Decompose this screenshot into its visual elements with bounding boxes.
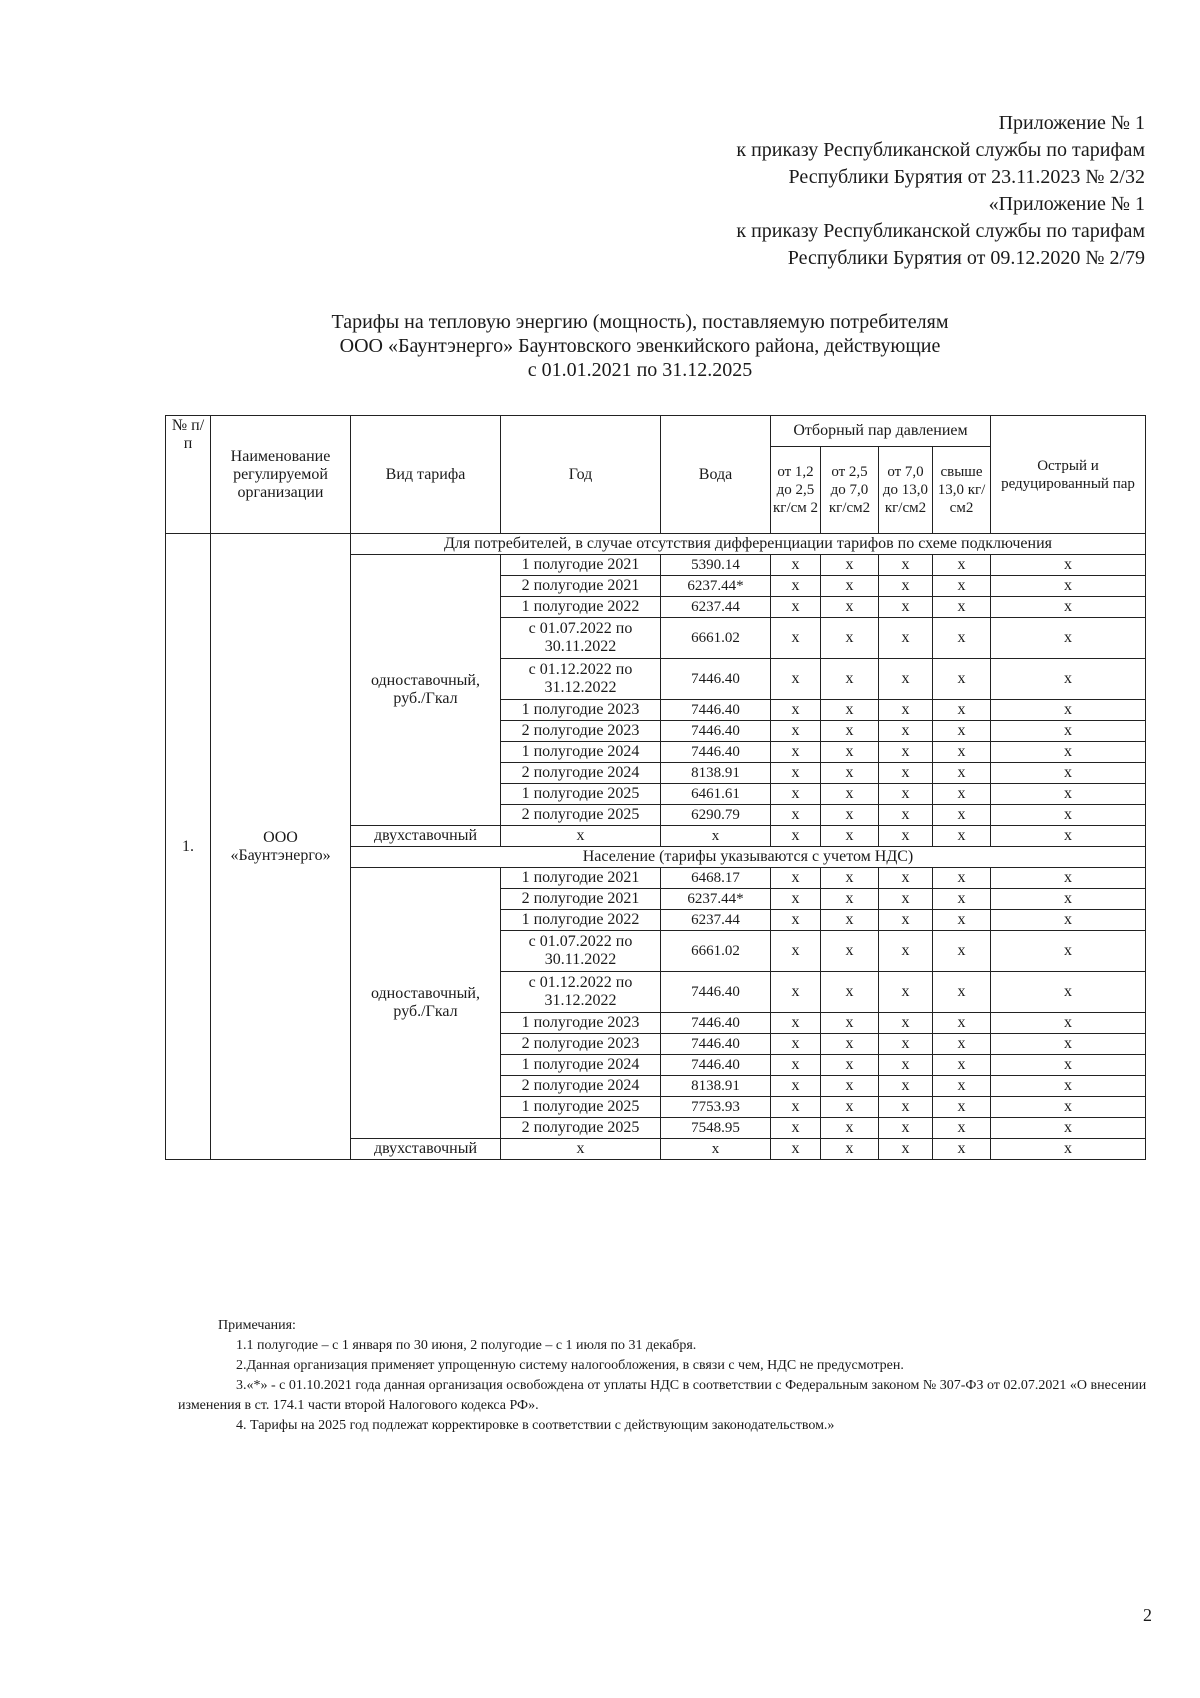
steam-value: х [879,597,933,618]
steam-value: х [879,910,933,931]
steam-value: х [933,826,991,847]
water-value: 7446.40 [661,1055,771,1076]
steam-value: х [933,931,991,972]
period-cell: х [501,1139,661,1160]
steam-value: х [771,700,821,721]
steam-value: х [821,1034,879,1055]
steam-value: х [821,972,879,1013]
tariff-type-two-rate: двухставочный [351,826,501,847]
steam-value: х [991,1139,1146,1160]
steam-value: х [821,1118,879,1139]
steam-value: х [991,700,1146,721]
steam-value: х [771,659,821,700]
period-cell: 2 полугодие 2023 [501,721,661,742]
steam-value: х [771,1055,821,1076]
steam-value: х [771,576,821,597]
steam-value: х [771,1097,821,1118]
steam-value: х [991,805,1146,826]
steam-value: х [771,826,821,847]
steam-value: х [821,931,879,972]
period-cell: 1 полугодие 2022 [501,910,661,931]
steam-value: х [821,805,879,826]
title-line: с 01.01.2021 по 31.12.2025 [527,359,753,381]
steam-value: х [771,1076,821,1097]
steam-value: х [771,597,821,618]
steam-value: х [821,700,879,721]
water-value: 6468.17 [661,868,771,889]
period-cell: с 01.12.2022 по 31.12.2022 [501,659,661,700]
steam-value: х [821,1013,879,1034]
header-num: № п/п [166,416,211,534]
water-value: 8138.91 [661,763,771,784]
steam-value: х [771,618,821,659]
steam-value: х [821,1076,879,1097]
steam-value: х [771,1013,821,1034]
steam-value: х [771,972,821,1013]
water-value: 7446.40 [661,1034,771,1055]
steam-value: х [933,721,991,742]
steam-value: х [821,826,879,847]
period-cell: 2 полугодие 2021 [501,576,661,597]
steam-value: х [771,784,821,805]
water-value: 7446.40 [661,972,771,1013]
steam-value: х [821,763,879,784]
steam-value: х [879,742,933,763]
steam-value: х [821,576,879,597]
water-value: 5390.14 [661,555,771,576]
tariff-table-body [166,534,1146,1160]
steam-value: х [991,868,1146,889]
period-cell: 1 полугодие 2025 [501,1097,661,1118]
steam-value: х [933,700,991,721]
steam-value: х [933,1076,991,1097]
water-value: 6461.61 [661,784,771,805]
water-value: 7446.40 [661,1013,771,1034]
steam-value: х [771,805,821,826]
steam-value: х [933,597,991,618]
header-steam-1: от 1,2 до 2,5 кг/см 2 [771,447,821,534]
period-cell: с 01.07.2022 по 30.11.2022 [501,931,661,972]
period-cell: 1 полугодие 2024 [501,1055,661,1076]
steam-value: х [933,555,991,576]
period-cell: с 01.12.2022 по 31.12.2022 [501,972,661,1013]
tariff-type-one-rate: одноставочный, руб./Гкал [351,555,501,826]
water-value: 6237.44 [661,910,771,931]
water-value: 7446.40 [661,659,771,700]
header-line: Приложение № 1 [998,112,1145,134]
header-line: Республики Бурятия от 23.11.2023 № 2/32 [788,166,1145,188]
steam-value: х [933,763,991,784]
note-item: 3.«*» - с 01.10.2021 года данная организация освобождена от уплаты НДС в соответствии с Федеральным законом № 307-ФЗ от 02.07.2021 «О внесении изменения в ст. 174.1 части второй Налогового кодекса РФ». [178,1378,1147,1413]
header-line: «Приложение № 1 [988,193,1145,215]
water-value: 7446.40 [661,742,771,763]
steam-value: х [771,910,821,931]
document-title [160,310,1120,382]
steam-value: х [771,868,821,889]
steam-value: х [879,763,933,784]
steam-value: х [879,826,933,847]
title-line: Тарифы на тепловую энергию (мощность), поставляемую потребителям [331,311,949,333]
steam-value: х [991,576,1146,597]
steam-value: х [933,910,991,931]
steam-value: х [933,1055,991,1076]
header-line: к приказу Республиканской службы по тарифам [736,139,1145,161]
steam-value: х [821,1097,879,1118]
period-cell: 2 полугодие 2024 [501,763,661,784]
steam-value: х [821,618,879,659]
notes [178,1316,1158,1436]
steam-value: х [879,618,933,659]
section-title: Население (тарифы указываются с учетом НДС) [351,847,1146,868]
page-number: 2 [1143,1605,1152,1625]
steam-value: х [821,784,879,805]
steam-value: х [879,784,933,805]
steam-value: х [879,1139,933,1160]
steam-value: х [821,659,879,700]
appendix-header [736,110,1145,272]
tariff-type-two-rate: двухставочный [351,1139,501,1160]
steam-value: х [991,1055,1146,1076]
steam-value: х [991,618,1146,659]
water-value: 7548.95 [661,1118,771,1139]
steam-value: х [879,972,933,1013]
steam-value: х [991,1034,1146,1055]
steam-value: х [991,1013,1146,1034]
period-cell: 1 полугодие 2021 [501,868,661,889]
steam-value: х [771,721,821,742]
steam-value: х [821,1055,879,1076]
notes-heading: Примечания: [218,1318,296,1333]
steam-value: х [879,659,933,700]
steam-value: х [991,742,1146,763]
steam-value: х [933,659,991,700]
header-steam-group: Отборный пар давлением [771,416,991,447]
tariff-type-one-rate: одноставочный, руб./Гкал [351,868,501,1139]
steam-value: х [771,889,821,910]
water-value: х [661,1139,771,1160]
period-cell: 2 полугодие 2025 [501,1118,661,1139]
steam-value: х [933,805,991,826]
steam-value: х [933,784,991,805]
section-title: Для потребителей, в случае отсутствия дифференциации тарифов по схеме подключения [351,534,1146,555]
note-item: 2.Данная организация применяет упрощенную систему налогообложения, в связи с чем, НДС не предусмотрен. [236,1358,904,1373]
steam-value: х [933,742,991,763]
steam-value: х [879,576,933,597]
steam-value: х [771,1034,821,1055]
period-cell: 2 полугодие 2025 [501,805,661,826]
steam-value: х [933,1118,991,1139]
organization-name: ООО «Баунтэнерго» [211,534,351,1160]
header-sharp-steam: Острый и редуцированный пар [991,416,1146,534]
period-cell: с 01.07.2022 по 30.11.2022 [501,618,661,659]
steam-value: х [879,1076,933,1097]
period-cell: 1 полугодие 2023 [501,1013,661,1034]
steam-value: х [933,1139,991,1160]
water-value: 7753.93 [661,1097,771,1118]
steam-value: х [771,763,821,784]
header-org: Наименование регулируемой организации [211,416,351,534]
steam-value: х [933,1097,991,1118]
steam-value: х [933,576,991,597]
water-value: 8138.91 [661,1076,771,1097]
section-title-row [166,534,1146,555]
steam-value: х [933,1034,991,1055]
steam-value: х [991,826,1146,847]
steam-value: х [879,1097,933,1118]
steam-value: х [991,910,1146,931]
steam-value: х [991,555,1146,576]
steam-value: х [879,721,933,742]
period-cell: 2 полугодие 2023 [501,1034,661,1055]
steam-value: х [991,889,1146,910]
steam-value: х [933,889,991,910]
steam-value: х [991,784,1146,805]
period-cell: 1 полугодие 2024 [501,742,661,763]
steam-value: х [821,868,879,889]
steam-value: х [933,972,991,1013]
header-line: к приказу Республиканской службы по тарифам [736,220,1145,242]
header-line: Республики Бурятия от 09.12.2020 № 2/79 [787,247,1145,269]
steam-value: х [879,1118,933,1139]
water-value: 6237.44* [661,889,771,910]
steam-value: х [821,742,879,763]
steam-value: х [879,700,933,721]
period-cell: 1 полугодие 2021 [501,555,661,576]
header-water: Вода [661,416,771,534]
steam-value: х [991,1097,1146,1118]
steam-value: х [821,1139,879,1160]
period-cell: 1 полугодие 2023 [501,700,661,721]
title-line: ООО «Баунтэнерго» Баунтовского эвенкийского района, действующие [339,335,941,357]
steam-value: х [771,555,821,576]
tariff-table [165,415,1146,1160]
steam-value: х [991,972,1146,1013]
header-tariff-type: Вид тарифа [351,416,501,534]
header-steam-3: от 7,0 до 13,0 кг/см2 [879,447,933,534]
steam-value: х [933,868,991,889]
steam-value: х [991,931,1146,972]
steam-value: х [771,1139,821,1160]
period-cell: х [501,826,661,847]
water-value: 7446.40 [661,700,771,721]
header-steam-2: от 2,5 до 7,0 кг/см2 [821,447,879,534]
steam-value: х [821,555,879,576]
steam-value: х [821,910,879,931]
steam-value: х [933,1013,991,1034]
steam-value: х [879,931,933,972]
water-value: 6661.02 [661,931,771,972]
steam-value: х [991,721,1146,742]
steam-value: х [879,1034,933,1055]
steam-value: х [771,1118,821,1139]
steam-value: х [991,597,1146,618]
water-value: 6237.44* [661,576,771,597]
steam-value: х [991,659,1146,700]
note-item: 4. Тарифы на 2025 год подлежат корректировке в соответствии с действующим законодательством.» [236,1418,835,1433]
header-steam-4: свыше 13,0 кг/см2 [933,447,991,534]
steam-value: х [821,889,879,910]
steam-value: х [879,805,933,826]
steam-value: х [879,1055,933,1076]
steam-value: х [879,1013,933,1034]
water-value: 6661.02 [661,618,771,659]
steam-value: х [933,618,991,659]
steam-value: х [821,721,879,742]
note-item: 1.1 полугодие – с 1 января по 30 июня, 2 полугодие – с 1 июля по 31 декабря. [236,1338,697,1353]
water-value: х [661,826,771,847]
water-value: 7446.40 [661,721,771,742]
header-year: Год [501,416,661,534]
water-value: 6237.44 [661,597,771,618]
steam-value: х [879,555,933,576]
steam-value: х [771,742,821,763]
steam-value: х [879,868,933,889]
steam-value: х [771,931,821,972]
steam-value: х [991,763,1146,784]
steam-value: х [821,597,879,618]
steam-value: х [991,1118,1146,1139]
period-cell: 1 полугодие 2022 [501,597,661,618]
steam-value: х [879,889,933,910]
water-value: 6290.79 [661,805,771,826]
period-cell: 2 полугодие 2021 [501,889,661,910]
period-cell: 2 полугодие 2024 [501,1076,661,1097]
period-cell: 1 полугодие 2025 [501,784,661,805]
steam-value: х [991,1076,1146,1097]
row-number: 1. [166,534,211,1160]
